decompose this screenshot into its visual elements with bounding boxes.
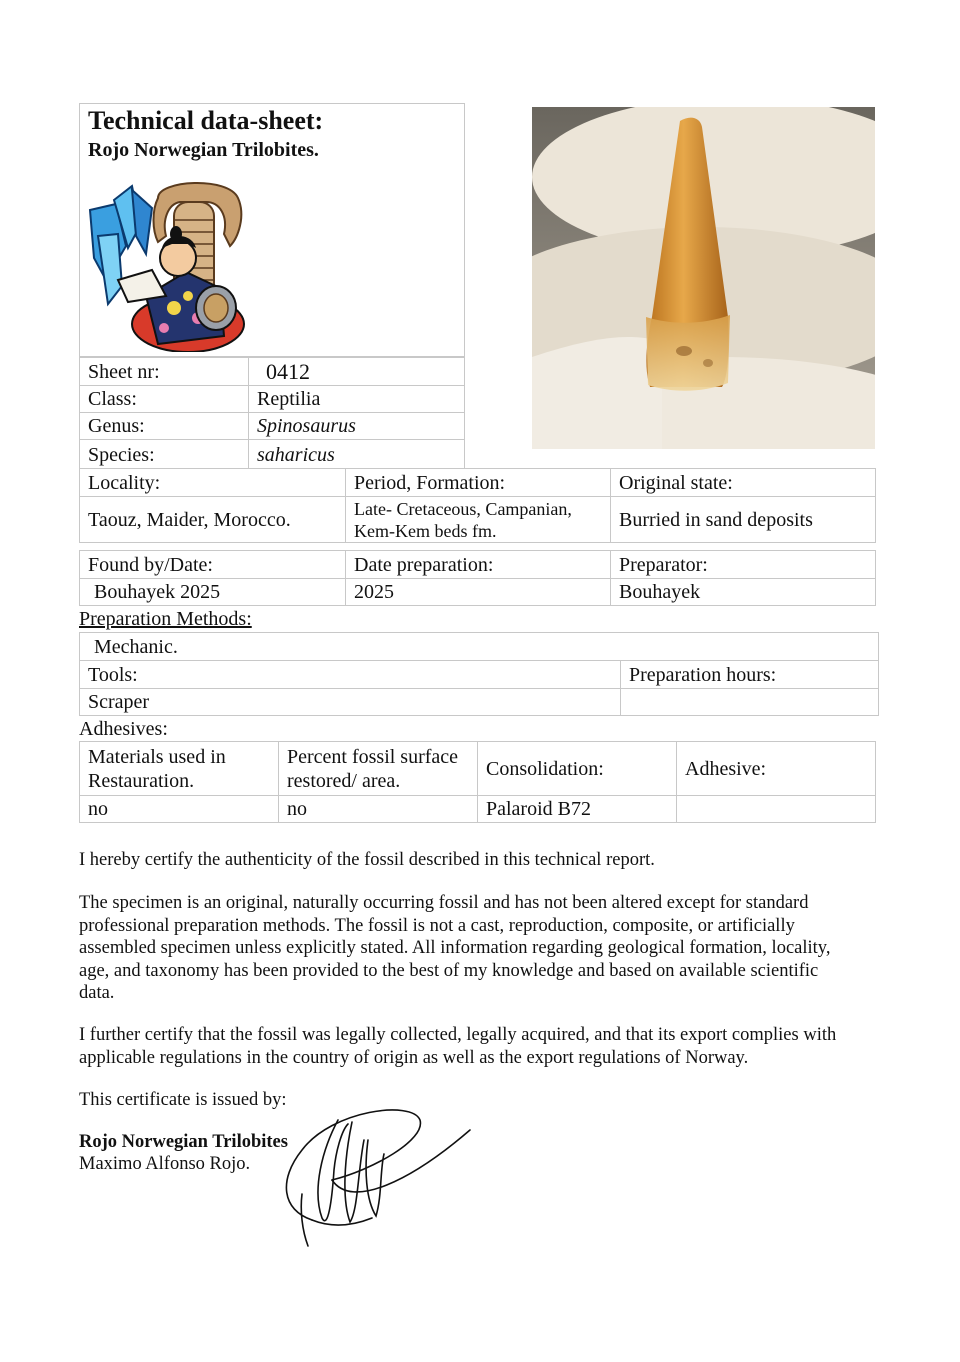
species-label: Species: <box>88 443 155 466</box>
certification-p2-line: The specimen is an original, naturally occurring fossil and has not been altered except for standard <box>79 893 809 913</box>
period-value-line1: Late- Cretaceous, Campanian, <box>354 498 572 519</box>
sheet-label-cell <box>79 357 249 386</box>
date-prep-value-cell <box>345 578 611 606</box>
preparator-value: Bouhayek <box>619 581 701 603</box>
consolidation-label: Consolidation: <box>486 757 604 780</box>
consolidation-value: Palaroid B72 <box>486 798 591 820</box>
adhesive-label: Adhesive: <box>685 757 767 780</box>
date-prep-label-cell <box>345 550 611 579</box>
period-value-cell <box>345 496 611 543</box>
adhesive-value-cell <box>676 795 876 823</box>
class-label-cell <box>79 385 249 413</box>
hours-value-cell <box>620 688 879 716</box>
spinosaurus-tooth-photo-icon <box>532 107 875 449</box>
certification-p2-line: assembled specimen unless explicitly stated. All information regarding geological formation, locality, <box>79 938 831 958</box>
class-label: Class: <box>88 388 137 410</box>
sheet-value-cell <box>248 357 465 386</box>
materials-value-cell <box>79 795 279 823</box>
found-value-cell <box>79 578 346 606</box>
period-label: Period, Formation: <box>354 471 506 494</box>
locality-label-cell <box>79 468 346 497</box>
certification-p2-line: professional preparation methods. The fossil is not a cast, reproduction, composite, or artificially <box>79 915 795 936</box>
preparator-label-cell <box>610 550 876 579</box>
certification-p2-line: age, and taxonomy has been provided to the best of my knowledge and based on available scientific <box>79 960 819 981</box>
consolidation-value-cell <box>477 795 677 823</box>
certification-p2-line: data. <box>79 983 115 1003</box>
species-label-cell <box>79 439 249 469</box>
hours-label: Preparation hours: <box>629 663 777 686</box>
period-value-line2: Kem-Kem beds fm. <box>354 520 497 541</box>
locality-value-cell <box>79 496 346 543</box>
methods-value: Mechanic. <box>94 635 178 658</box>
percent-value-cell <box>278 795 478 823</box>
preparator-value-cell <box>610 578 876 606</box>
found-label: Found by/Date: <box>88 553 213 576</box>
materials-label-cell <box>79 741 279 796</box>
genus-label: Genus: <box>88 415 145 437</box>
certification-p3-line: I further certify that the fossil was legally collected, legally acquired, and that its export complies with <box>79 1025 837 1045</box>
tools-label: Tools: <box>88 663 138 686</box>
genus-value-cell <box>248 412 465 440</box>
hours-label-cell <box>620 660 879 689</box>
preparator-label: Preparator: <box>619 553 708 576</box>
certification-p3-line: applicable regulations in the country of origin as well as the export regulations of Norway. <box>79 1047 749 1068</box>
period-label-cell <box>345 468 611 497</box>
issued-by-text: This certificate is issued by: <box>79 1090 287 1110</box>
certification-paragraph-2 <box>79 892 879 1005</box>
class-value: Reptilia <box>257 388 321 410</box>
sheet-title: Technical data-sheet: <box>88 106 324 135</box>
certification-paragraph-3 <box>79 1024 879 1069</box>
tools-label-cell <box>79 660 621 689</box>
trilobite-samurai-logo-icon <box>88 176 248 352</box>
tools-value: Scraper <box>88 691 150 713</box>
percent-value: no <box>287 798 307 820</box>
issuer-company: Rojo Norwegian Trilobites <box>79 1132 288 1152</box>
genus-label-cell <box>79 412 249 440</box>
consolidation-label-cell <box>477 741 677 796</box>
methods-value-cell <box>79 632 879 661</box>
state-label-cell <box>610 468 876 497</box>
percent-label-line1: Percent fossil surface <box>287 745 459 768</box>
adhesive-label-cell <box>676 741 876 796</box>
materials-value: no <box>88 798 108 820</box>
adhesives-heading: Adhesives: <box>79 718 168 740</box>
class-value-cell <box>248 385 465 413</box>
certification-paragraph-1: I hereby certify the authenticity of the fossil described in this technical report. <box>79 850 655 870</box>
species-value: saharicus <box>257 443 335 466</box>
locality-label: Locality: <box>88 471 161 494</box>
state-label: Original state: <box>619 471 733 494</box>
genus-value: Spinosaurus <box>257 415 356 437</box>
state-value-cell <box>610 496 876 543</box>
tools-value-cell <box>79 688 621 716</box>
percent-label-line2: restored/ area. <box>287 769 401 792</box>
date-prep-value: 2025 <box>354 581 394 603</box>
materials-label-line1: Materials used in <box>88 745 226 768</box>
percent-label-cell <box>278 741 478 796</box>
found-label-cell <box>79 550 346 579</box>
company-name: Rojo Norwegian Trilobites. <box>88 139 319 161</box>
handwritten-signature-icon <box>272 1100 477 1250</box>
materials-label-line2: Restauration. <box>88 769 195 792</box>
state-value: Burried in sand deposits <box>619 508 813 531</box>
header-box <box>79 103 465 357</box>
issuer-person: Maximo Alfonso Rojo. <box>79 1154 251 1174</box>
species-value-cell <box>248 439 465 469</box>
found-value: Bouhayek 2025 <box>94 581 221 603</box>
locality-value: Taouz, Maider, Morocco. <box>88 508 291 531</box>
sheet-label: Sheet nr: <box>88 360 160 383</box>
sheet-number: 0412 <box>266 358 310 384</box>
date-prep-label: Date preparation: <box>354 553 494 576</box>
preparation-methods-heading: Preparation Methods: <box>79 608 252 630</box>
